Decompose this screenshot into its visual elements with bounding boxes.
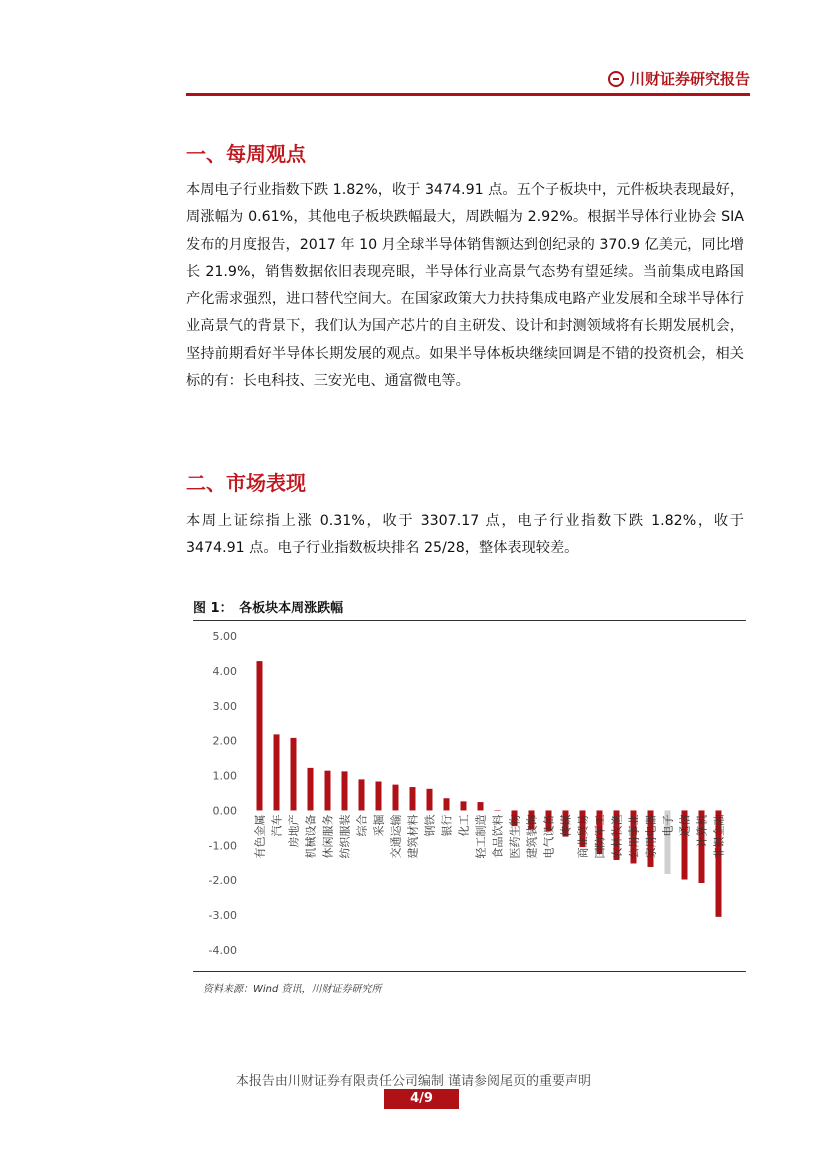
- figure-source: 资料来源：Wind 资讯，川财证券研究所: [203, 984, 382, 995]
- bar: [308, 768, 314, 811]
- section-title-market: 二、市场表现: [186, 471, 306, 495]
- bar: [410, 787, 416, 810]
- x-tick-label: 纺织服装: [338, 814, 352, 859]
- x-tick-label: 房地产: [287, 814, 301, 848]
- y-tick-label: 2.00: [212, 734, 237, 748]
- header-rule: [186, 93, 750, 96]
- bar: [495, 810, 501, 811]
- x-tick-label: 家用电器: [644, 814, 658, 859]
- bar: [325, 771, 331, 811]
- x-tick-label: 农林牧渔: [610, 814, 624, 859]
- x-tick-label: 计算机: [695, 814, 709, 848]
- x-tick-label: 交通运输: [389, 814, 403, 859]
- y-tick-label: -1.00: [208, 839, 237, 853]
- x-tick-label: 商业贸易: [576, 814, 590, 859]
- x-tick-label: 建筑材料: [406, 814, 420, 859]
- page-number: 4/9: [384, 1089, 459, 1109]
- bar: [478, 802, 484, 810]
- x-tick-label: 汽车: [270, 814, 284, 837]
- x-tick-label: 食品饮料: [491, 814, 505, 859]
- section-body-weekly-view: 本周电子行业指数下跌 1.82%，收于 3474.91 点。五个子板块中，元件板块表现最好，周涨幅为 0.61%，其他电子板块跌幅最大，周跌幅为 2.92%。根据半导体行业协会 SIA 发布的月度报告，2017 年 10 月全球半导体销售额达到创纪录的 370.9 亿美元，同比增长 21.9%，销售数据依旧表现亮眼，半导体行业高景气态势有望延续。当前集成电路国产化需求强烈，进口替代空间大。在国家政策大力扶持集成电路产业发展和全球半导体行业高景气的背景下，我们认为国产芯片的自主研发、设计和封测领域将有长期发展机会，坚持前期看好半导体长期发展的观点。如果半导体板块继续回调是不错的投资机会，相关标的有：长电科技、三安光电、通富微电等。: [186, 182, 744, 390]
- x-tick-label: 电子: [661, 814, 675, 837]
- x-tick-label: 采掘: [372, 814, 386, 837]
- x-tick-label: 化工: [457, 814, 471, 837]
- section-title-weekly-view: 一、每周观点: [186, 142, 306, 166]
- bar: [274, 734, 280, 810]
- y-tick-label: 3.00: [212, 699, 237, 713]
- x-tick-label: 传媒: [559, 814, 573, 837]
- x-tick-label: 银行: [440, 814, 454, 837]
- y-tick-label: -4.00: [208, 944, 237, 957]
- x-tick-label: 非银金融: [712, 814, 726, 859]
- y-tick-label: 0.00: [212, 804, 237, 818]
- y-tick-label: 5.00: [212, 630, 237, 643]
- bar: [444, 798, 450, 810]
- x-tick-label: 综合: [355, 814, 369, 837]
- x-tick-label: 通信: [678, 814, 692, 837]
- brand-name: 川财证券研究报告: [629, 70, 750, 88]
- bar: [359, 779, 365, 810]
- figure-caption: 图 1： 各板块本周涨跌幅: [193, 597, 746, 621]
- page-header: [186, 62, 750, 96]
- bar: [291, 738, 297, 811]
- y-tick-label: 1.00: [212, 769, 237, 783]
- x-tick-label: 公用事业: [627, 814, 641, 859]
- bar: [427, 789, 433, 811]
- footer-disclaimer: 本报告由川财证券有限责任公司编制 谨请参阅尾页的重要声明: [235, 1074, 592, 1089]
- x-tick-label: 建筑装饰: [525, 814, 539, 859]
- bar: [342, 771, 348, 810]
- x-tick-label: 休闲服务: [321, 814, 335, 859]
- y-tick-label: -2.00: [208, 874, 237, 888]
- x-tick-label: 医药生物: [508, 814, 522, 859]
- section-body-market: 本周上证综指上涨 0.31%，收于 3307.17 点，电子行业指数下跌 1.82%，收于 3474.91 点。电子行业指数板块排名 25/28，整体表现较差。: [186, 513, 744, 557]
- x-tick-label: 轻工制造: [474, 814, 488, 859]
- bar: [393, 785, 399, 811]
- bar: [461, 801, 467, 810]
- x-tick-label: 机械设备: [304, 814, 318, 859]
- x-tick-label: 电气设备: [542, 814, 556, 859]
- figure-bottom-rule: [193, 971, 746, 972]
- figure-1: [193, 597, 746, 957]
- y-tick-label: 4.00: [212, 664, 237, 678]
- brand-logo-icon: [608, 71, 624, 87]
- bar-chart: [193, 621, 746, 971]
- bar: [376, 781, 382, 810]
- brand: [608, 68, 750, 89]
- x-tick-label: 有色金属: [253, 814, 267, 859]
- y-tick-label: -3.00: [208, 909, 237, 923]
- x-tick-label: 钢铁: [423, 814, 437, 837]
- bar: [257, 661, 263, 810]
- x-tick-label: 国防军工: [593, 814, 607, 859]
